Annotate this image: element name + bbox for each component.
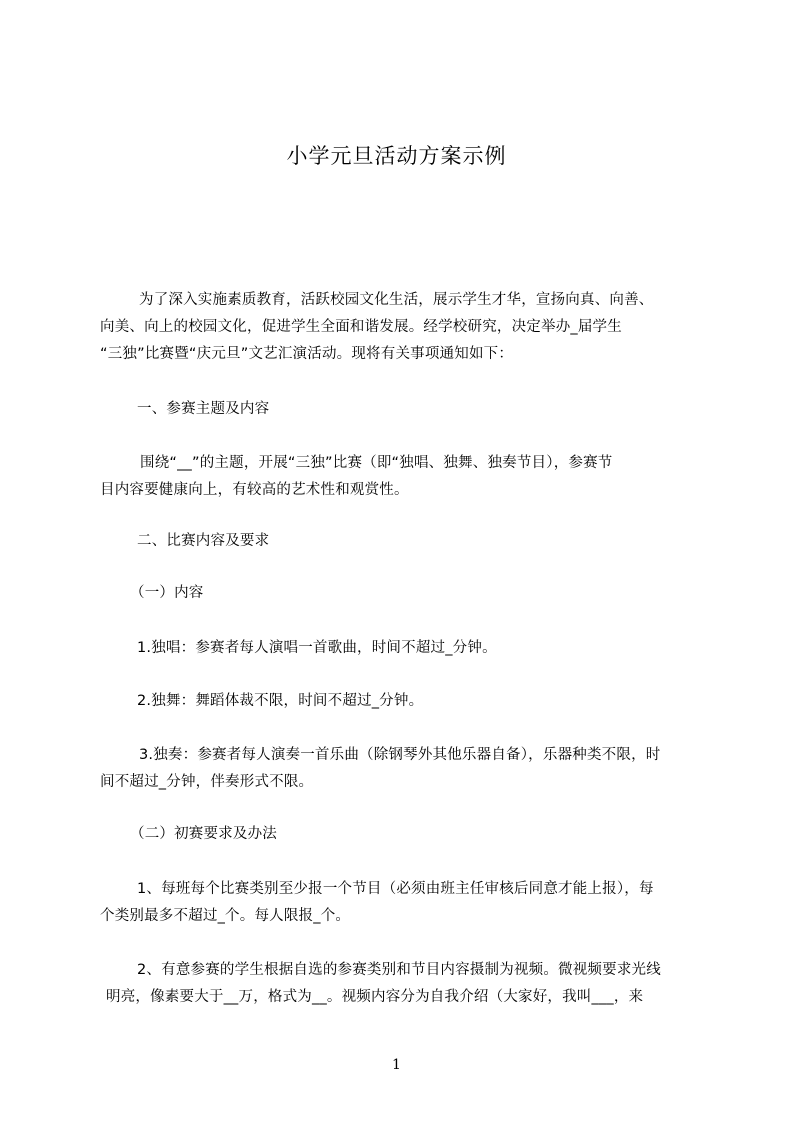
intro-line-3: “三独”比赛暨“庆元旦”文艺汇演活动。现将有关事项通知如下： [100, 346, 514, 362]
section2-sub1-item3-line-1: 3.独奏：参赛者每人演奏一首乐曲（除钢琴外其他乐器自备），乐器种类不限，时 [139, 747, 661, 763]
document-title: 小学元旦活动方案示例 [286, 144, 507, 168]
section1-body-line-2: 目内容要健康向上，有较高的艺术性和观赏性。 [100, 482, 409, 498]
section2-sub2-item2-line-2: 明亮，像素要大于__万，格式为__。视频内容分为自我介绍（大家好，我叫___，来 [106, 989, 644, 1005]
intro-line-1: 为了深入实施素质教育，活跃校园文化生活，展示学生才华，宣扬向真、向善、 [139, 292, 654, 308]
section1-body-line-1: 围绕“__”的主题，开展“三独”比赛（即“独唱、独舞、独奏节目），参赛节 [140, 455, 613, 471]
section2-sub2-item1-line-1: 1、每班每个比赛类别至少报一个节目（必须由班主任审核后同意才能上报），每 [137, 881, 654, 897]
intro-line-2: 向美、向上的校园文化，促进学生全面和谐发展。经学校研究，决定举办_届学生 [100, 319, 622, 335]
section2-sub1-item2: 2.独舞：舞蹈体裁不限，时间不超过_分钟。 [137, 693, 424, 709]
page-number: 1 [392, 1057, 401, 1073]
section2-sub1-heading: （一）内容 [130, 585, 204, 601]
section2-sub2-item2-line-1: 2、有意参赛的学生根据自选的参赛类别和节目内容摄制为视频。微视频要求光线 [137, 962, 661, 978]
section2-sub1-item1: 1.独唱：参赛者每人演唱一首歌曲，时间不超过_分钟。 [137, 640, 497, 656]
section2-sub2-item1-line-2: 个类别最多不超过_个。每人限报_个。 [100, 908, 351, 924]
section1-heading: 一、参赛主题及内容 [137, 401, 270, 417]
section2-sub2-heading: （二）初赛要求及办法 [130, 826, 277, 842]
section2-sub1-item3-line-2: 间不超过_分钟，伴奏形式不限。 [100, 774, 314, 790]
section2-heading: 二、比赛内容及要求 [137, 533, 270, 549]
